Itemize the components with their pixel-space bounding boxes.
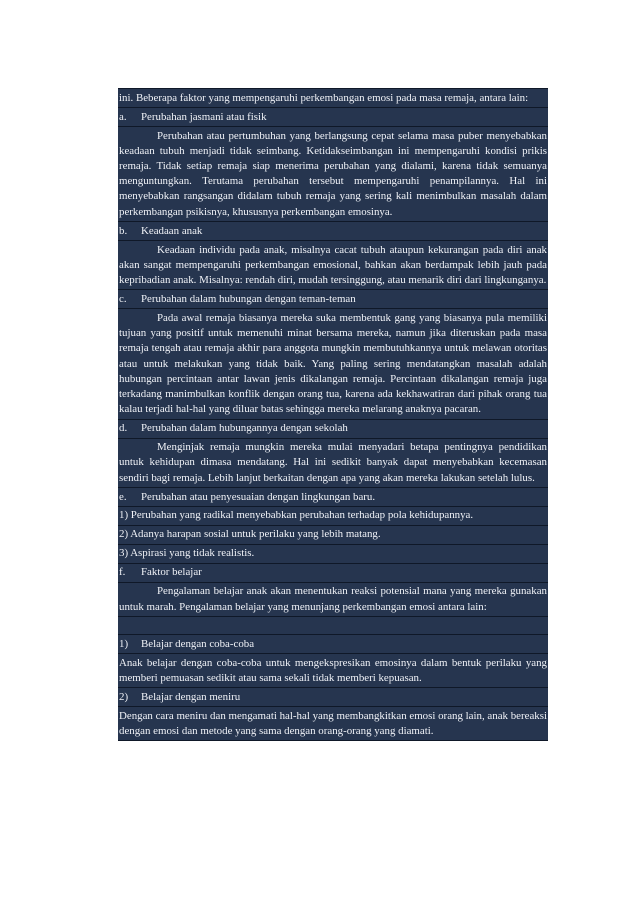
section-a-marker: a.	[119, 110, 127, 123]
subsection-f2-marker: 2)	[119, 690, 129, 703]
section-d-title: Perubahan dalam hubungannya dengan sekolah	[141, 422, 348, 435]
section-d-paragraph: Menginjak remaja mungkin mereka mulai menyadari betapa pentingnya pendidikan untuk kehidupan dimasa mendatang. Hal ini sedikit banyak dapat menyebabkan kecemasan sendiri bagi remaja. Lebih lanjut berkaitan dengan apa yang akan mereka lakukan setelah lulus.	[118, 439, 548, 488]
section-d-heading	[118, 420, 548, 439]
section-f-paragraph: Pengalaman belajar anak akan menentukan reaksi potensial mana yang mereka gunakan untuk marah. Pengalaman belajar yang menunjang perkembangan emosi antara lain:	[118, 583, 548, 617]
section-e-item-1: 1) Perubahan yang radikal menyebabkan perubahan terhadap pola kehidupannya.	[118, 507, 548, 526]
section-b-marker: b.	[119, 224, 128, 237]
section-a-heading	[118, 108, 548, 127]
section-e-title: Perubahan atau penyesuaian dengan lingkungan baru.	[141, 490, 376, 503]
section-b-heading	[118, 222, 548, 241]
intro-paragraph: ini. Beberapa faktor yang mempengaruhi perkembangan emosi pada masa remaja, antara lain:	[118, 88, 548, 108]
section-c-marker: c.	[119, 292, 127, 305]
subsection-f1-heading	[118, 635, 548, 654]
subsection-f2-title: Belajar dengan meniru	[141, 690, 241, 703]
section-d-marker: d.	[119, 422, 128, 435]
section-c-paragraph: Pada awal remaja biasanya mereka suka membentuk gang yang biasanya pula memiliki tujuan yang positif untuk memenuhi minat bersama mereka, namun jika diteruskan pada masa remaja tengah atau remaja akhir para anggota mungkin membutuhkannya untuk melawan otoritas atau untuk melakukan yang tidak baik. Yang paling sering mendatangkan masalah adalah hubungan percintaan antar lawan jenis dikalangan remaja. Percintaan dikalangan remaja juga terkadang manimbulkan konflik dengan orang tua, karena ada kekhawatiran dari pihak orang tua kalau terjadi hal-hal yang diluar batas sehingga mereka melarang anaknya pacaran.	[118, 309, 548, 419]
section-f-heading	[118, 564, 548, 583]
section-e-heading	[118, 488, 548, 507]
section-f-marker: f.	[119, 566, 126, 579]
subsection-f1-title: Belajar dengan coba-coba	[141, 637, 255, 650]
section-a-paragraph: Perubahan atau pertumbuhan yang berlangsung cepat selama masa puber menyebabkan keadaan tubuh menjadi tidak seimbang. Ketidakseimbangan ini mempengaruhi kondisi prikis remaja. Tidak setiap remaja siap menerima perubahan yang dialami, karena tidak semuanya menguntungkan. Terutama perubahan tersebut mempengaruhi penampilannya. Hal ini menyebabkan rangsangan didalam tubuh remaja yang sering kali menimbulkan masalah dalam perkembangan psikisnya, khususnya perkembangan emosinya.	[118, 127, 548, 222]
section-a-title: Perubahan jasmani atau fisik	[141, 110, 267, 123]
section-b-paragraph: Keadaan individu pada anak, misalnya cacat tubuh ataupun kekurangan pada diri anak akan sangat mempengaruhi perkembangan emosional, bahkan akan berdampak lebih jauh pada kepribadian anak. Misalnya: rendah diri, mudah tersinggung, atau menarik diri dari lingkunganya.	[118, 241, 548, 290]
subsection-f2-paragraph: Dengan cara meniru dan mengamati hal-hal yang membangkitkan emosi orang lain, anak bereaksi dengan emosi dan metode yang sama dengan orang-orang yang diamati.	[118, 707, 548, 741]
subsection-f1-paragraph: Anak belajar dengan coba-coba untuk mengekspresikan emosinya dalam bentuk perilaku yang memberi pemuasan sedikit atau sama sekali tidak memberi kepuasan.	[118, 654, 548, 688]
section-e-item-3: 3) Aspirasi yang tidak realistis.	[118, 545, 548, 564]
section-f-title: Faktor belajar	[141, 566, 202, 579]
subsection-f2-heading	[118, 688, 548, 707]
section-e-marker: e.	[119, 490, 127, 503]
subsection-f1-marker: 1)	[119, 637, 129, 650]
section-c-heading	[118, 290, 548, 309]
blank-row	[118, 617, 548, 635]
section-b-title: Keadaan anak	[141, 224, 203, 237]
section-c-title: Perubahan dalam hubungan dengan teman-teman	[141, 292, 356, 305]
section-e-item-2: 2) Adanya harapan sosial untuk perilaku yang lebih matang.	[118, 526, 548, 545]
document-page	[118, 88, 548, 741]
